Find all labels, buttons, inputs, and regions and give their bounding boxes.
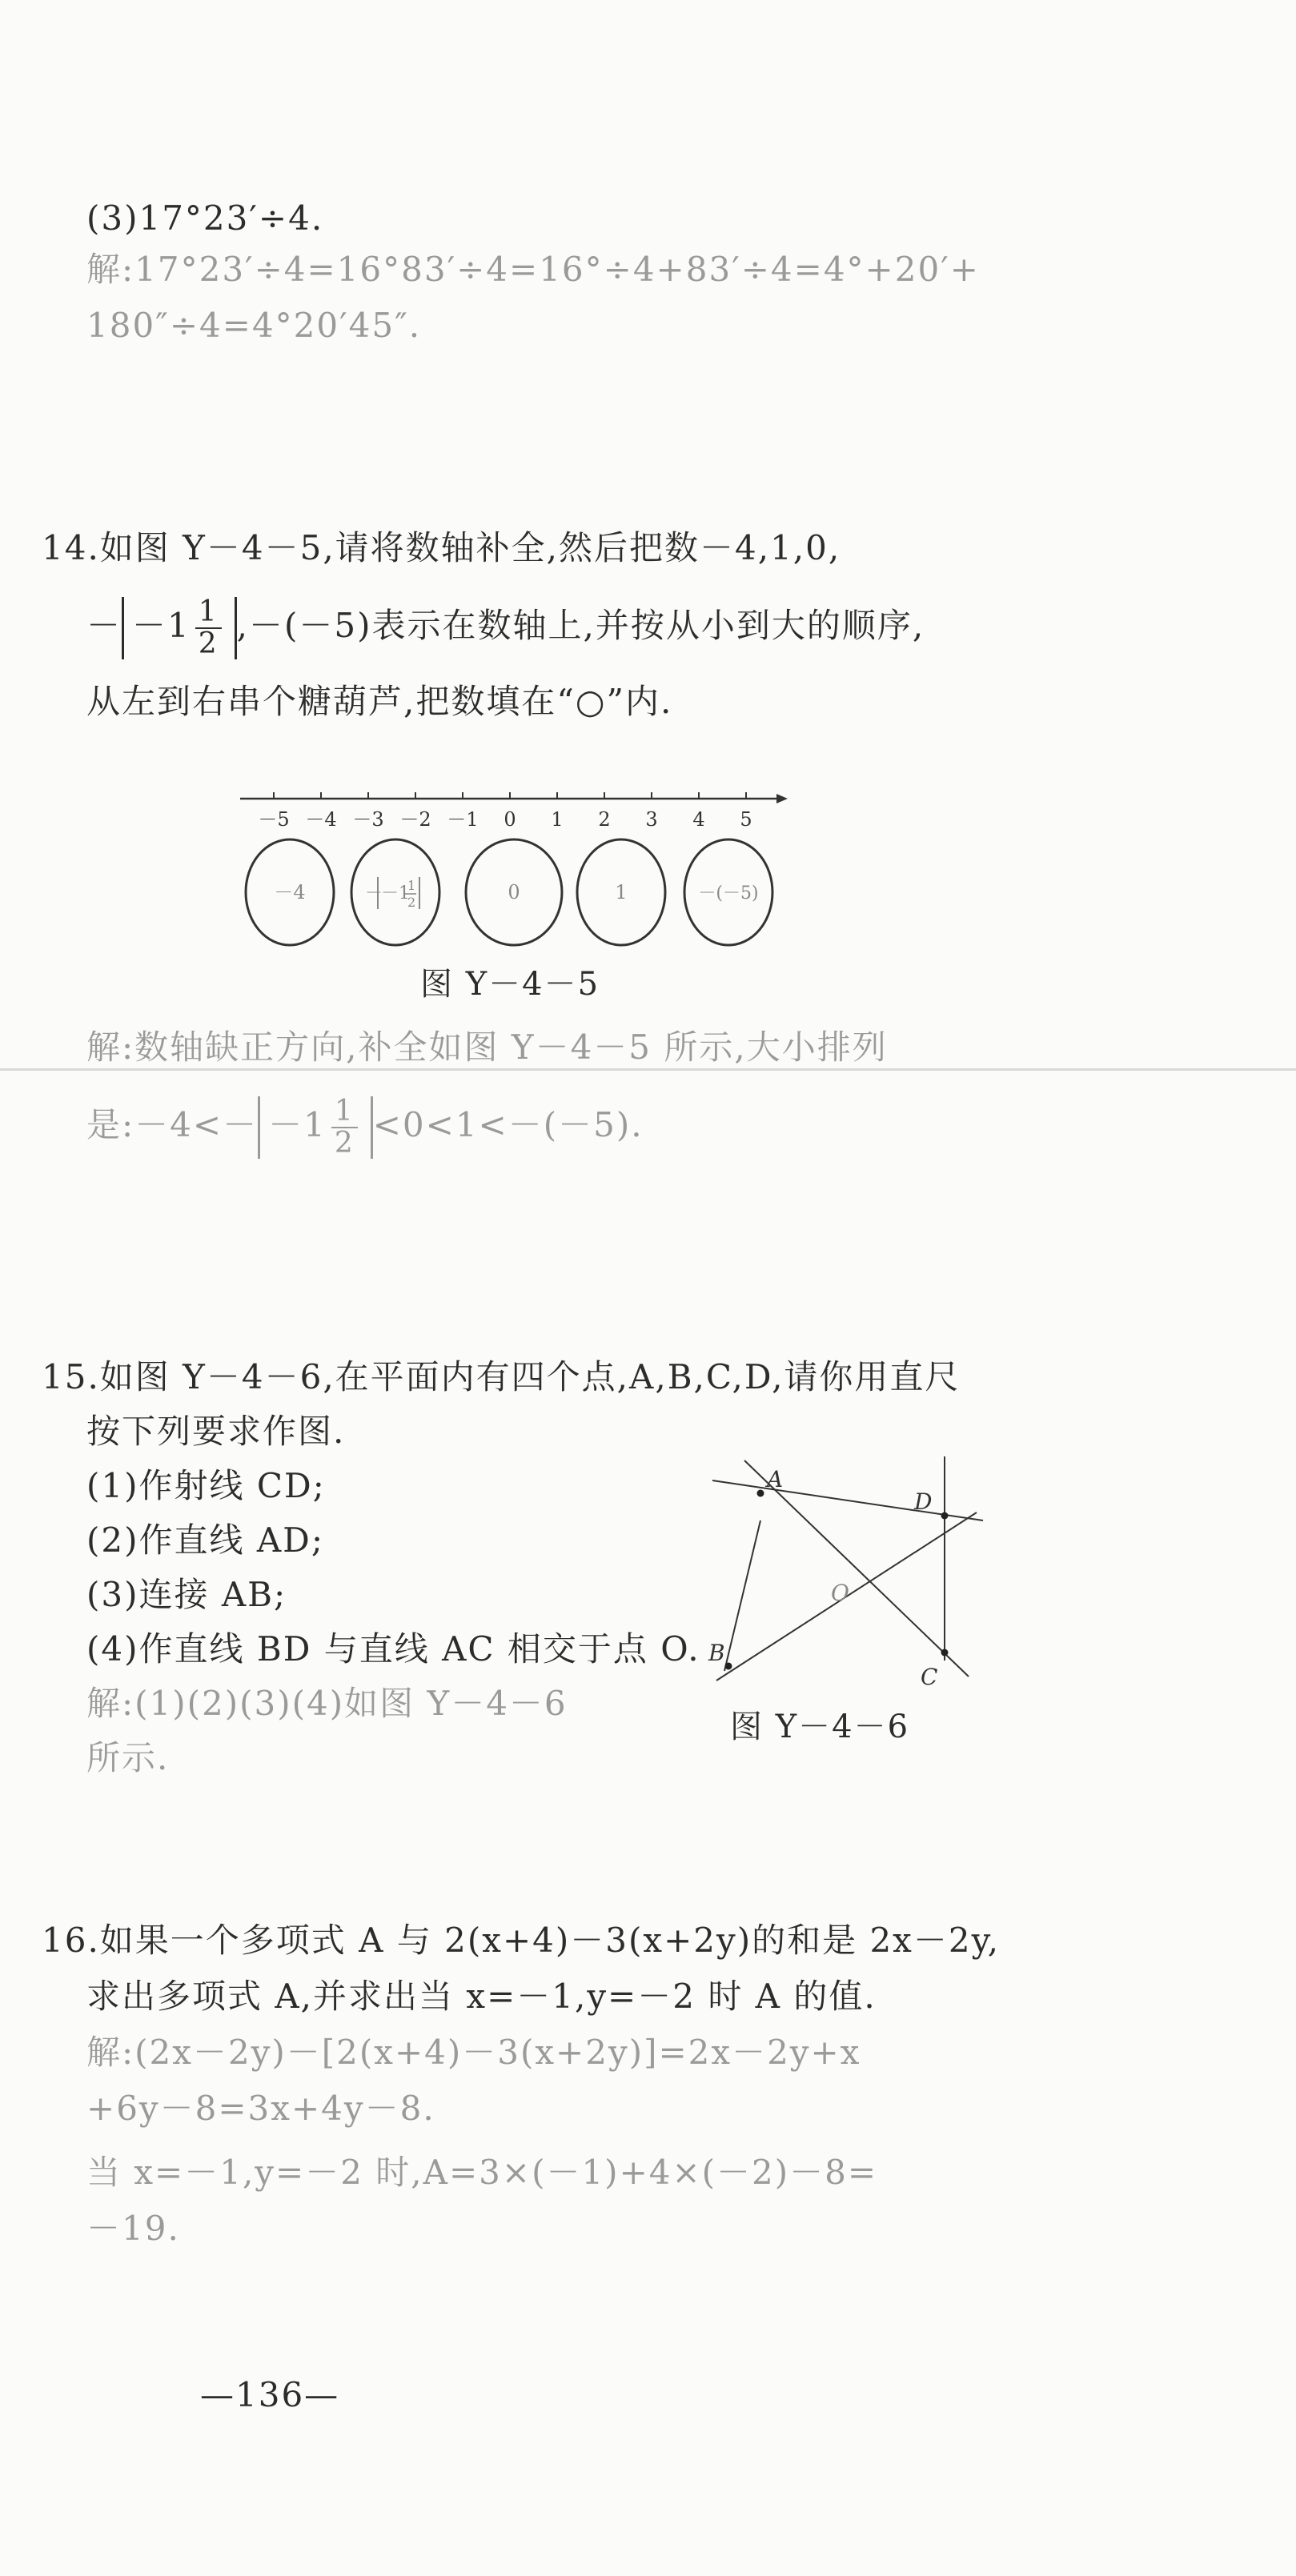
label-o: O <box>831 1580 849 1606</box>
label-d: D <box>914 1488 933 1515</box>
q14-abs-int: －1 <box>132 605 191 645</box>
q14-answer-abs-int: －1 <box>268 1104 327 1144</box>
geometry-figure <box>704 1448 993 1697</box>
axis-arrow <box>776 794 788 803</box>
figure-y-4-6-caption: 图 Y－4－6 <box>730 1709 910 1745</box>
q14-answer-suffix: <0<1<－(－5). <box>372 1104 644 1144</box>
tick-label: 0 <box>504 808 516 831</box>
oval-3-value: 0 <box>508 881 520 903</box>
point-c <box>941 1649 949 1657</box>
q14-abs-value <box>122 597 237 659</box>
q14-line2-rest: ,－(－5)表示在数轴上,并按从小到大的顺序, <box>236 605 925 645</box>
q15-step1: (1)作射线 CD; <box>86 1466 326 1505</box>
q16-answer-line3: 当 x=－1,y=－2 时,A=3×(－1)+4×(－2)－8= <box>86 2153 878 2192</box>
q16-answer-line2: +6y－8=3x+4y－8. <box>86 2089 435 2128</box>
q15-step2: (2)作直线 AD; <box>86 1520 324 1560</box>
tick-label: －5 <box>258 808 290 831</box>
oval-5-value: －(－5) <box>698 883 759 903</box>
tick-label: 1 <box>551 808 564 831</box>
oval-2-minus: － <box>365 883 383 903</box>
page-number: —136— <box>200 2375 340 2414</box>
tick-label: －1 <box>447 808 479 831</box>
q15-answer-line2: 所示. <box>86 1738 170 1777</box>
tick-label: 4 <box>692 808 705 831</box>
q16-line1: 16.如果一个多项式 A 与 2(x+4)－3(x+2y)的和是 2x－2y, <box>42 1921 1001 1960</box>
q15-step3: (3)连接 AB; <box>86 1575 287 1614</box>
figure-y-4-5-caption: 图 Y－4－5 <box>420 966 600 1003</box>
oval-2-int: －1 <box>381 883 410 903</box>
point-d <box>941 1512 949 1520</box>
q14-answer-num: 1 <box>331 1096 358 1128</box>
q14-frac-num: 1 <box>195 597 222 629</box>
q14-answer-line1: 解:数轴缺正方向,补全如图 Y－4－5 所示,大小排列 <box>86 1028 888 1067</box>
point-a <box>757 1490 764 1497</box>
q16-answer-line4: －19. <box>86 2209 180 2248</box>
tick-label: 5 <box>740 808 752 831</box>
q14-answer-prefix: 是:－4<－ <box>86 1104 259 1144</box>
tick-label: －2 <box>399 808 431 831</box>
tick-label: －3 <box>352 808 384 831</box>
segment-ab <box>724 1520 760 1671</box>
q14-line1: 14.如图 Y－4－5,请将数轴补全,然后把数－4,1,0, <box>42 528 841 567</box>
q15-line1: 15.如图 Y－4－6,在平面内有四个点,A,B,C,D,请你用直尺 <box>42 1357 961 1396</box>
label-c: C <box>921 1664 938 1690</box>
q15-line2: 按下列要求作图. <box>86 1412 346 1451</box>
q14-minus: － <box>86 605 122 645</box>
q14-line3: 从左到右串个糖葫芦,把数填在“○”内. <box>86 682 673 721</box>
q15-step4: (4)作直线 BD 与直线 AC 相交于点 O. <box>86 1629 700 1669</box>
q13-3-problem: (3)17°23′÷4. <box>86 198 324 238</box>
q15-answer-line1: 解:(1)(2)(3)(4)如图 Y－4－6 <box>86 1684 568 1723</box>
oval-2-den: 2 <box>407 895 416 910</box>
tick-label: 2 <box>598 808 611 831</box>
q14-line2 <box>86 597 925 659</box>
q16-answer-line1: 解:(2x－2y)－[2(x+4)－3(x+2y)]=2x－2y+x <box>86 2033 861 2072</box>
oval-4-value: 1 <box>615 881 628 903</box>
q13-3-answer-line1: 解:17°23′÷4=16°83′÷4=16°÷4+83′÷4=4°+20′+ <box>86 250 980 289</box>
q13-3-answer-line2: 180″÷4=4°20′45″. <box>86 306 422 345</box>
label-b: B <box>708 1640 725 1666</box>
q14-answer-den: 2 <box>334 1126 355 1160</box>
oval-1-value: －4 <box>274 881 306 903</box>
point-b <box>725 1663 732 1670</box>
page-fold <box>0 1068 1296 1071</box>
line-ac <box>744 1460 969 1677</box>
q14-answer-fraction <box>331 1096 358 1159</box>
q14-answer-abs <box>258 1096 373 1159</box>
label-a: A <box>767 1466 784 1492</box>
tick-label: 3 <box>645 808 658 831</box>
oval-2-num: 1 <box>407 878 416 893</box>
q14-frac-den: 2 <box>198 627 219 660</box>
oval-2-value <box>365 877 419 910</box>
q14-answer-line2 <box>86 1096 644 1159</box>
q14-fraction <box>195 597 222 659</box>
tick-label: －4 <box>305 808 337 831</box>
q16-line2: 求出多项式 A,并求出当 x=－1,y=－2 时 A 的值. <box>86 1977 877 2016</box>
